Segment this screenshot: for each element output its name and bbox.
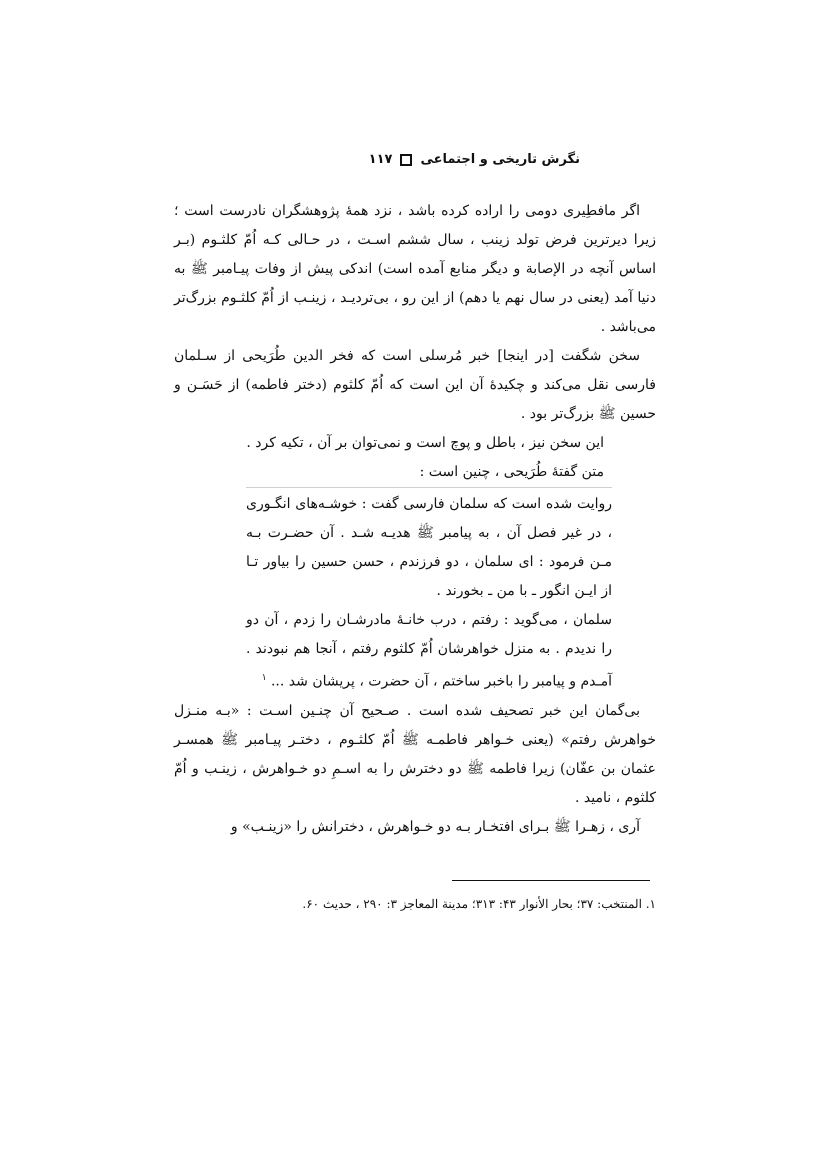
- page-header: [196, 152, 580, 167]
- quote-paragraph-2: [246, 606, 612, 697]
- paragraph-6: آری ، زهـرا ﷺ بـرای افتخـار بـه دو خـواهرش ، دخترانش را «زینـب» و: [230, 818, 640, 835]
- paragraph-1: اگر مافطِیری دومی را اراده کرده باشد ، نزد همهٔ پژوهشگران نادرست است ؛ زیرا دیرترین فرض تولد زینب ، سال ششم اسـت ، در حـالی کـه اُمّ کلثـوم (بـر اساس آنچه در الإصابة و دیگر منابع آمده است) اندکی پیش از وفات پیـامبر ﷺ به دنیا آمد (یعنی در سال نهم یا دهم) از این رو ، بی‌تردیـد ، زینـب از اُمّ کلثـوم بزرگ‌تر می‌باشد .: [174, 203, 656, 335]
- paragraph-5: بی‌گمان این خبر تصحیف شده است . صـحیح آن چنـین اسـت : «بـه منـزل خواهرش رفتم» (یعنی خـواهر فاطمـه ﷺ اُمّ کلثـوم ، دختـر پیـامبر ﷺ همسـر عثمان بن عفّان) زیرا فاطمه ﷺ دو دخترش را به اسـمِ دو خـواهرش ، زینـب و اُمّ کلثوم ، نامید .: [174, 702, 656, 806]
- block-quote: [246, 487, 612, 697]
- footnote-marker[interactable]: ۱: [261, 673, 267, 683]
- footnote: ۱. المنتخب: ۳۷؛ بحار الأنوار ۴۳: ۳۱۳؛ مدینة المعاجز ۳: ۲۹۰ ، حدیث ۶۰.: [302, 897, 656, 911]
- quote-paragraph-1: روایت شده است که سلمان فارسی گفت : خوشـه‌های انگـوری ، در غیر فصل آن ، به پیامبر ﷺ هدیـه شـد . آن حضـرت بـه مـن فرمود : ای سلمان ، دو فرزندم ، حسن حسین را بیاور تـا از ایـن انگور ـ با من ـ بخورند .: [246, 496, 612, 599]
- square-ornament-icon: [400, 154, 412, 166]
- quote-paragraph-2-text: سلمان ، می‌گوید : رفتم ، درب خانـهٔ مادرشـان را زدم ، آن دو را ندیدم . به منزل خواهرشان اُمّ کلثوم رفتم ، آنجا هم نبودند . آمـدم و پیامبر را باخبر ساختم ، آن حضرت ، پریشان شد ...: [246, 612, 612, 690]
- paragraph-2: سخن شگفت [در اینجا] خبر مُرسلی است که فخر الدین طُرَیحی از سـلمان فارسی نقل می‌کند و چکیدهٔ آن این است که اُمّ کلثوم (دختر فاطمه) از حَسَـن و حسین ﷺ بزرگ‌تر بود .: [174, 348, 656, 422]
- footnote-divider: [452, 880, 650, 881]
- running-title: نگرش تاریخی و اجتماعی: [420, 152, 580, 167]
- page-number: ۱۱۷: [368, 152, 393, 167]
- paragraph-4: متن گفتهٔ طُرَیحی ، چنین است :: [419, 464, 604, 480]
- main-text: [174, 197, 656, 842]
- paragraph-3: این سخن نیز ، باطل و پوچ است و نمی‌توان بر آن ، تکیه کرد .: [246, 435, 604, 451]
